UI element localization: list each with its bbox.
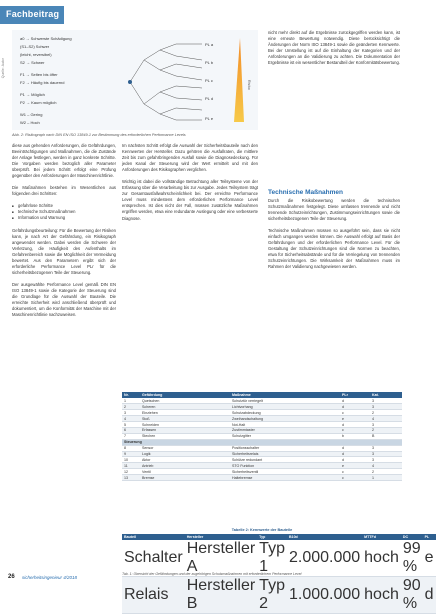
- risk-label: Risiko: [247, 80, 251, 90]
- bullet-item: ■ gefahrlose Schritte: [12, 203, 116, 209]
- table-cell: Hersteller A: [186, 540, 256, 575]
- text-column-1: [12, 143, 116, 573]
- table-cell: Typ 1: [259, 540, 285, 575]
- pl-label: PL a: [205, 42, 214, 47]
- column-header: Nr.: [122, 392, 140, 398]
- table-cell: Quetschen: [140, 398, 230, 404]
- table-cell: B: [370, 433, 402, 439]
- table-cell: Stechen: [140, 433, 230, 439]
- table-cell: d: [340, 398, 370, 404]
- table-cell: 7: [122, 433, 140, 439]
- table-cell: 8: [122, 445, 140, 451]
- paragraph: Die Maßnahmen bestehen im Wesentlichen aus folgenden drei Schritten:: [12, 185, 116, 197]
- table-cell: 6: [122, 427, 140, 433]
- column-header: MTTFd: [362, 534, 401, 540]
- table-cell: 3: [370, 445, 402, 451]
- table-cell: Einziehen: [140, 410, 230, 416]
- table-cell: Hersteller B: [186, 577, 256, 612]
- column-header: Maßnahme: [230, 392, 340, 398]
- paragraph: Im nächsten Schritt erfolgt die Auswahl der Sicherheitsbauteile nach den Kennwerten der Hersteller. Dazu gehören die Ausfallraten, die mittlere Zeit bis zum gefahrbringenden Ausfall sowie die Diagnosedeckung. Für jeden Kanal der Steuerung wird der Wert ermittelt und mit den Anforderungen des Risikographen verglichen.: [122, 143, 258, 173]
- legend-item: S2 → Schwer: [20, 60, 45, 65]
- table-cell: d: [340, 451, 370, 457]
- start-node: [128, 80, 132, 84]
- table-cell: Erfassen: [140, 427, 230, 433]
- column-header: Bauteil: [122, 534, 185, 540]
- table-cell: 2: [370, 410, 402, 416]
- table-cell: 9: [122, 451, 140, 457]
- table-cell: Sicherheitsventil: [230, 469, 340, 475]
- table-cell: 2.000.000: [287, 540, 362, 577]
- column-header: Typ: [257, 534, 287, 540]
- column-header: PLr: [340, 392, 370, 398]
- table-cell: 13: [122, 475, 140, 481]
- paragraph: nicht mehr direkt auf die Ergebnisse zurückgegriffen werden kann, ist eine erneute Bewertung notwendig. Diese berücksichtigt die Änderungen der Norm ISO 13849-1 sowie die geänderten Kennwerte. Bei der Umstellung ist auf die Einhaltung der Kategorien und der Anforderungen an die Validierung zu achten. Die Dokumentation der Ergebnisse ist ein wesentlicher Bestandteil der Konformitätsbewertung.: [268, 30, 400, 66]
- table-cell: Aktor: [140, 457, 230, 463]
- table-cell: Schutzabdeckung: [230, 410, 340, 416]
- table-cell: 11: [122, 463, 140, 469]
- table-cell: 12: [122, 469, 140, 475]
- table-cell: Positionsschalter: [230, 445, 340, 451]
- table-cell: Typ 2: [259, 577, 285, 612]
- table-cell: Schütze redundant: [230, 457, 340, 463]
- legend-item: (S1–S2) Schwer: [20, 44, 50, 49]
- table-cell: Scheren: [140, 404, 230, 410]
- table-row: [122, 475, 402, 481]
- table-cell: Antrieb: [140, 463, 230, 469]
- table-cell: 10: [122, 457, 140, 463]
- table-row: [122, 577, 436, 614]
- column-header: DC: [401, 534, 423, 540]
- legend-item: a0 → Schwerste Schädigung: [20, 36, 72, 41]
- column-header: Hersteller: [185, 534, 257, 540]
- table-group-label: Steuerung: [122, 439, 402, 445]
- table-cell: d: [340, 457, 370, 463]
- table-cell: Sicherheitsrelais: [230, 451, 340, 457]
- table-cell: 4: [370, 416, 402, 422]
- table-cell: c: [340, 427, 370, 433]
- table-cell: 99 %: [402, 540, 421, 575]
- text-column-3: [268, 30, 400, 190]
- table-cell: 2: [370, 469, 402, 475]
- table-cell: Not-Halt: [230, 422, 340, 428]
- table-cell: Sensor: [140, 445, 230, 451]
- table-cell: 3: [370, 457, 402, 463]
- column-header: B10d: [287, 534, 362, 540]
- bullet-item: ■ technische Schutzmaßnahmen: [12, 209, 116, 215]
- table-cell: 3: [370, 404, 402, 410]
- table-cell: STO Funktion: [230, 463, 340, 469]
- table-cell: e: [423, 540, 436, 577]
- magazine-name: sicherheitsingenieur 4/2018: [22, 575, 78, 580]
- side-credit: Quelle: Autor: [1, 58, 5, 79]
- table-cell: b: [340, 433, 370, 439]
- legend-item: F1 → Selten bis öfter: [20, 72, 58, 77]
- table: [122, 392, 402, 481]
- table-caption: Tab. 1: Übersicht der Gefährdungen und der zugehörigen Schutzmaßnahmen mit erforderlichem Performance Level: [122, 572, 302, 576]
- table-cell: 3: [370, 398, 402, 404]
- table-cell: Schutztür verriegelt: [230, 398, 340, 404]
- table-cell: d: [423, 577, 436, 614]
- table-cell: d: [340, 445, 370, 451]
- table-cell: c: [340, 469, 370, 475]
- section-title: Technische Maßnahmen: [268, 189, 344, 196]
- table-cell: Schneiden: [140, 422, 230, 428]
- table-cell: 1.000.000: [287, 577, 362, 614]
- table-cell: hoch: [362, 577, 401, 614]
- legend-item: (leicht, reversibel): [20, 52, 52, 57]
- table-cell: 5: [122, 422, 140, 428]
- legend-item: W2 – Hoch: [20, 120, 40, 125]
- table-cell: Haltebremse: [230, 475, 340, 481]
- paragraph: diese aus gehenden Anforderungen, die Gefährdungen, Beeinträchtigungen und Maßnahmen, die die Zustände der Anlage festlegen, werden in ganz konkrete Schritte. Die Vorgaben werden bezüglich aller Parameter überprüft. Bei jedem Schritt erfolgt eine Prüfung gegenüber den Anforderungen der Maschinenrichtlinie.: [12, 143, 116, 179]
- pl-label: PL c: [205, 78, 213, 83]
- table-cell: e: [340, 463, 370, 469]
- table-cell: 1: [370, 475, 402, 481]
- measures-table: [122, 392, 402, 524]
- table-cell: Logik: [140, 451, 230, 457]
- paragraph: Technische Maßnahmen müssen so ausgeführt sein, dass sie nicht einfach umgangen werden können. Die Auswahl erfolgt auf Basis der Gefährdungen und der erforderlichen Performance Level. Für die Gestaltung der Schutzeinrichtungen sind die Normen zu beachten, etwa für Sicherheitsabstände und für die Verriegelung von trennenden Schutzeinrichtungen. Die Wirksamkeit der Maßnahmen muss im Rahmen der Validierung nachgewiesen werden.: [268, 228, 400, 270]
- paragraph: Der ausgewählte Performance Level gemäß DIN EN ISO 13849-1 sowie die Kategorie der Steuerung sind die Grundlage für die Auswahl der Bauteile. Die erreichte Sicherheit wird anschließend überprüft und dokumentiert, um die Konformität der Maschine mit der Maschinenrichtlinie nachzuweisen.: [12, 281, 116, 318]
- section-header-label: Fachbeitrag: [6, 9, 60, 19]
- pl-label: PL e: [205, 116, 214, 121]
- table-cell: Lichtvorhang: [230, 404, 340, 410]
- paragraph: Durch die Risikobewertung werden die technischen Schutzmaßnahmen festgelegt. Diese umfassen trennende und nicht trennende Schutzeinrichtungen, Zustimmungseinrichtungen sowie die sicherheitsbezogenen Teile der Steuerung.: [268, 198, 400, 222]
- legend-item: P2 → Kaum möglich: [20, 100, 57, 105]
- table-cell: 3: [370, 451, 402, 457]
- table-cell: e: [340, 416, 370, 422]
- table-cell: 90 %: [402, 577, 421, 612]
- column-header: PL: [423, 534, 436, 540]
- pl-label: PL d: [205, 96, 214, 101]
- table-cell: 2: [122, 404, 140, 410]
- table-cell: hoch: [362, 540, 401, 577]
- table-cell: Zweihandschaltung: [230, 416, 340, 422]
- table-cell: Bremse: [140, 475, 230, 481]
- table-cell: Relais: [122, 577, 185, 614]
- table-cell: c: [340, 475, 370, 481]
- figure-caption: Abb. 2: Risikograph nach DIN EN ISO 13849-1 zur Bestimmung des erforderlichen Performance Levels: [12, 133, 186, 137]
- column-header: Kat.: [370, 392, 402, 398]
- risk-graph-figure: [12, 30, 258, 130]
- table-cell: d: [340, 404, 370, 410]
- table-cell: Schutzgitter: [230, 433, 340, 439]
- text-column-4: [268, 198, 400, 420]
- text-column-2: [122, 143, 258, 383]
- paragraph: Gefährdungsbeurteilung: Für die Bewertung der Risiken kann, je nach Art der Gefährdung, ein Risikograph angewendet werden. Dabei werden die Schwere der Verletzung, die Häufigkeit des Aufenthalts im Gefahrenbereich sowie die Möglichkeit der Vermeidung bewertet. Aus den Parametern ergibt sich der erforderliche Performance Level PLr für die sicherheitsbezogenen Teile der Steuerung.: [12, 227, 116, 275]
- table-cell: 1: [122, 398, 140, 404]
- legend-item: F2 → Häufig bis dauernd: [20, 80, 65, 85]
- table-cell: 4: [370, 463, 402, 469]
- table-cell: Ventil: [140, 469, 230, 475]
- legend-item: P1 → Möglich: [20, 92, 45, 97]
- column-header: Gefährdung: [140, 392, 230, 398]
- table-cell: Stoß: [140, 416, 230, 422]
- page-number: 26: [8, 574, 15, 580]
- legend-item: W1 – Gering: [20, 112, 43, 117]
- table-cell: Schalter: [122, 540, 185, 577]
- table-cell: 4: [122, 416, 140, 422]
- table2-title: Tabelle 2: Kennwerte der Bauteile: [231, 528, 293, 532]
- table-cell: c: [340, 410, 370, 416]
- bullet-item: ■ Information und Warnung: [12, 215, 116, 221]
- table-cell: d: [340, 422, 370, 428]
- table-cell: 2: [370, 427, 402, 433]
- paragraph: Wichtig ist dabei die vollständige Betrachtung aller Teilsysteme von der Erfassung über die Verarbeitung bis zur Ausgabe. Jedes Teilsystem trägt zur Gesamtausfallwahrscheinlichkeit bei. Der erreichte Performance Level muss mindestens dem erforderlichen Performance Level entsprechen. Ist dies nicht der Fall, müssen zusätzliche Maßnahmen ergriffen werden, etwa eine redundante Auslegung oder eine verbesserte Diagnose.: [122, 179, 258, 221]
- pl-label: PL b: [205, 60, 214, 65]
- table-cell: 3: [370, 422, 402, 428]
- bullet-list: [12, 203, 116, 221]
- table-cell: 3: [122, 410, 140, 416]
- table-cell: Zustimmtaster: [230, 427, 340, 433]
